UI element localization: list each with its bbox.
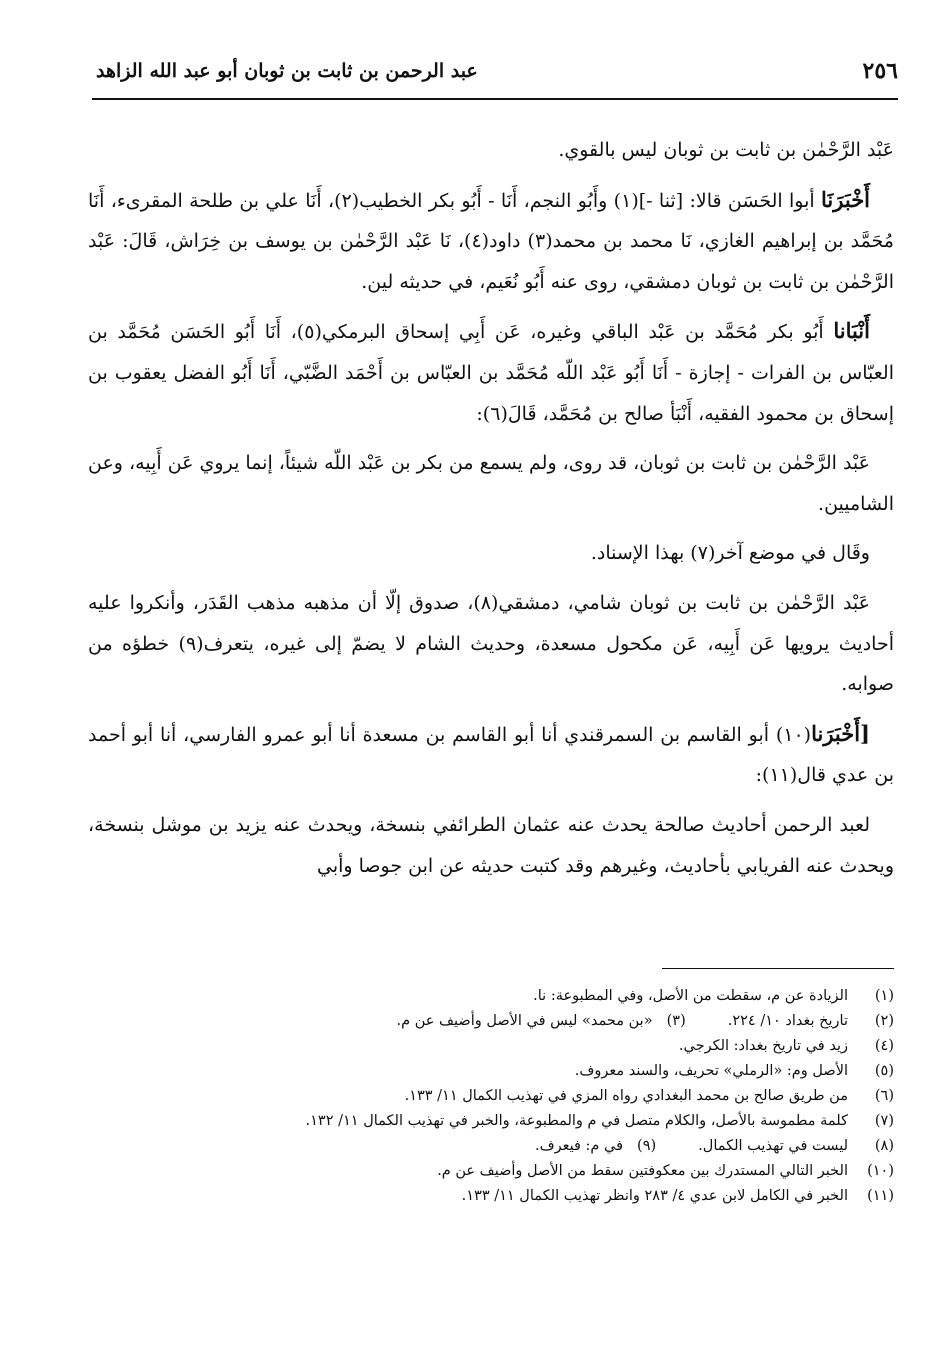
footnote [100,984,894,1009]
running-title: عبد الرحمن بن ثابت بن ثوبان أبو عبد الله الزاهد [96,60,478,82]
footnote-inline-number: (٩) [637,1138,657,1154]
paragraph [88,714,894,796]
footnote [100,1059,894,1084]
main-text [88,130,894,895]
footnote-text: الزيادة عن م، سقطت من الأصل، وفي المطبوعة: نا. [533,988,848,1004]
footnote-number: (٢) [874,1013,894,1029]
footnote-number: (٦) [874,1088,894,1104]
paragraph [88,443,894,524]
footnote-number: (١) [874,988,894,1004]
footnote-text: تاريخ بغداد ١٠/ ٢٢٤. [727,1013,848,1029]
footnote [100,1034,894,1059]
paragraph-lead: [أَخْبَرَنا [811,720,870,746]
footnote-number: (١١) [867,1188,894,1204]
footnote [100,1009,894,1034]
footnote [100,1084,894,1109]
page-header [96,56,898,100]
header-rule [92,98,898,100]
footnote-number: (٥) [874,1063,894,1079]
footnote-text: ليست في تهذيب الكمال. [698,1138,848,1154]
footnote-inline-number: (٣) [666,1013,686,1029]
footnote-inline-text: «بن محمد» ليس في الأصل وأضيف عن م. [396,1013,653,1029]
footnote [100,1134,894,1159]
footnotes [100,984,894,1209]
paragraph [88,311,894,434]
footnote-text: الأصل وم: «الرملي» تحريف، والسند معروف. [574,1063,848,1079]
footnote [100,1159,894,1184]
footnote [100,1109,894,1134]
footnote-number: (٧) [874,1113,894,1129]
paragraph-text: عَبْد الرَّحْمٰن بن ثابت بن ثوبان شامي، دمشقي(٨)، صدوق إلّا أن مذهبه مذهب القَدَر، وأنكروا عليه أحاديث يرويها عَن أَبِيه، عَن مكحول مسعدة، وحديث الشام لا يضمّ إلى غيره، يتعرف(٩) خطؤه من صوابه. [88,591,894,696]
footnote-text: الخبر في الكامل لابن عدي ٤/ ٢٨٣ وانظر تهذيب الكمال ١١/ ١٣٣. [461,1188,848,1204]
paragraph-text: أَبُو بكر مُحَمَّد بن عَبْد الباقي وغيره، عَن أَبِي إسحاق البرمكي(٥)، أَنَا أَبُو الحَسَن مُحَمَّد بن العبّاس بن الفرات - إجازة - أَنَا أَبُو عَبْد اللّه مُحَمَّد بن العبّاس بن أَحْمَد الضَّبّي، أَنَا أَبُو الفضل يعقوب بن إسحاق بن محمود الفقيه، أَنْبَأ صالح بن مُحَمَّد، قَالَ(٦): [88,321,894,425]
footnote-number: (٤) [874,1038,894,1054]
paragraph-text: عَبْد الرَّحْمٰن بن ثابت بن ثوبان ليس بالقوي. [558,139,894,161]
paragraph [88,533,894,574]
paragraph-lead: أَنْبَانا [833,318,870,344]
footnote-text: الخبر التالي المستدرك بين معكوفتين سقط من الأصل وأضيف عن م. [437,1163,848,1179]
page-number: ٢٥٦ [862,58,898,84]
footnote [100,1184,894,1209]
footnote-number: (١٠) [867,1163,894,1179]
paragraph [88,180,894,303]
footnote-text: من طريق صالح بن محمد البغدادي رواه المزي في تهذيب الكمال ١١/ ١٣٣. [404,1088,848,1104]
paragraph-text: (١٠) أبو القاسم بن السمرقندي أنا أبو القاسم بن مسعدة أنا أبو عمرو الفارسي، أنا أبو أحمد بن عدي قال(١١): [88,723,894,787]
paragraph-text: أبوا الحَسَن قالا: [ثنا -](١) وأَبُو النجم، أَنَا - أَبُو بكر الخطيب(٢)، أَنَا علي بن طلحة المقرىء، أَنَا مُحَمَّد بن إبراهيم الغازي، نَا محمد بن محمد(٣) داود(٤)، نَا عَبْد الرَّحْمٰن بن يوسف بن خِرَاش، قَالَ: عَبْد الرَّحْمٰن بن ثابت بن ثوبان دمشقي، روى عنه أَبُو نُعَيم، في حديثه لين. [88,189,894,293]
footnote-inline-text: في م: فيعرف. [534,1138,624,1154]
footnote-separator [662,968,894,969]
paragraph-lead: أَخْبَرَنَا [821,186,871,212]
paragraph [88,805,894,886]
paragraph-text: لعبد الرحمن أحاديث صالحة يحدث عنه عثمان الطرائفي بنسخة، ويحدث عنه يزيد بن موشل بنسخة، ويحدث عنه الفريابي بأحاديث، وغيرهم وقد كتبت حديثه عن ابن جوصا وأبي [88,813,894,877]
footnote-number: (٨) [874,1138,894,1154]
paragraph [88,583,894,705]
footnote-text: زيد في تاريخ بغداد: الكرجي. [678,1038,848,1054]
paragraph-text: وقَال في موضع آخر(٧) بهذا الإسناد. [590,542,870,565]
paragraph [88,130,894,171]
paragraph-text: عَبْد الرَّحْمٰن بن ثابت بن ثوبان، قد روى، ولم يسمع من بكر بن عَبْد اللّه شيئاً، إنما يروي عَن أَبِيه، وعن الشاميين. [88,452,894,515]
footnote-text: كلمة مطموسة بالأصل، والكلام متصل في م والمطبوعة، والخبر في تهذيب الكمال ١١/ ١٣٢. [305,1113,848,1129]
